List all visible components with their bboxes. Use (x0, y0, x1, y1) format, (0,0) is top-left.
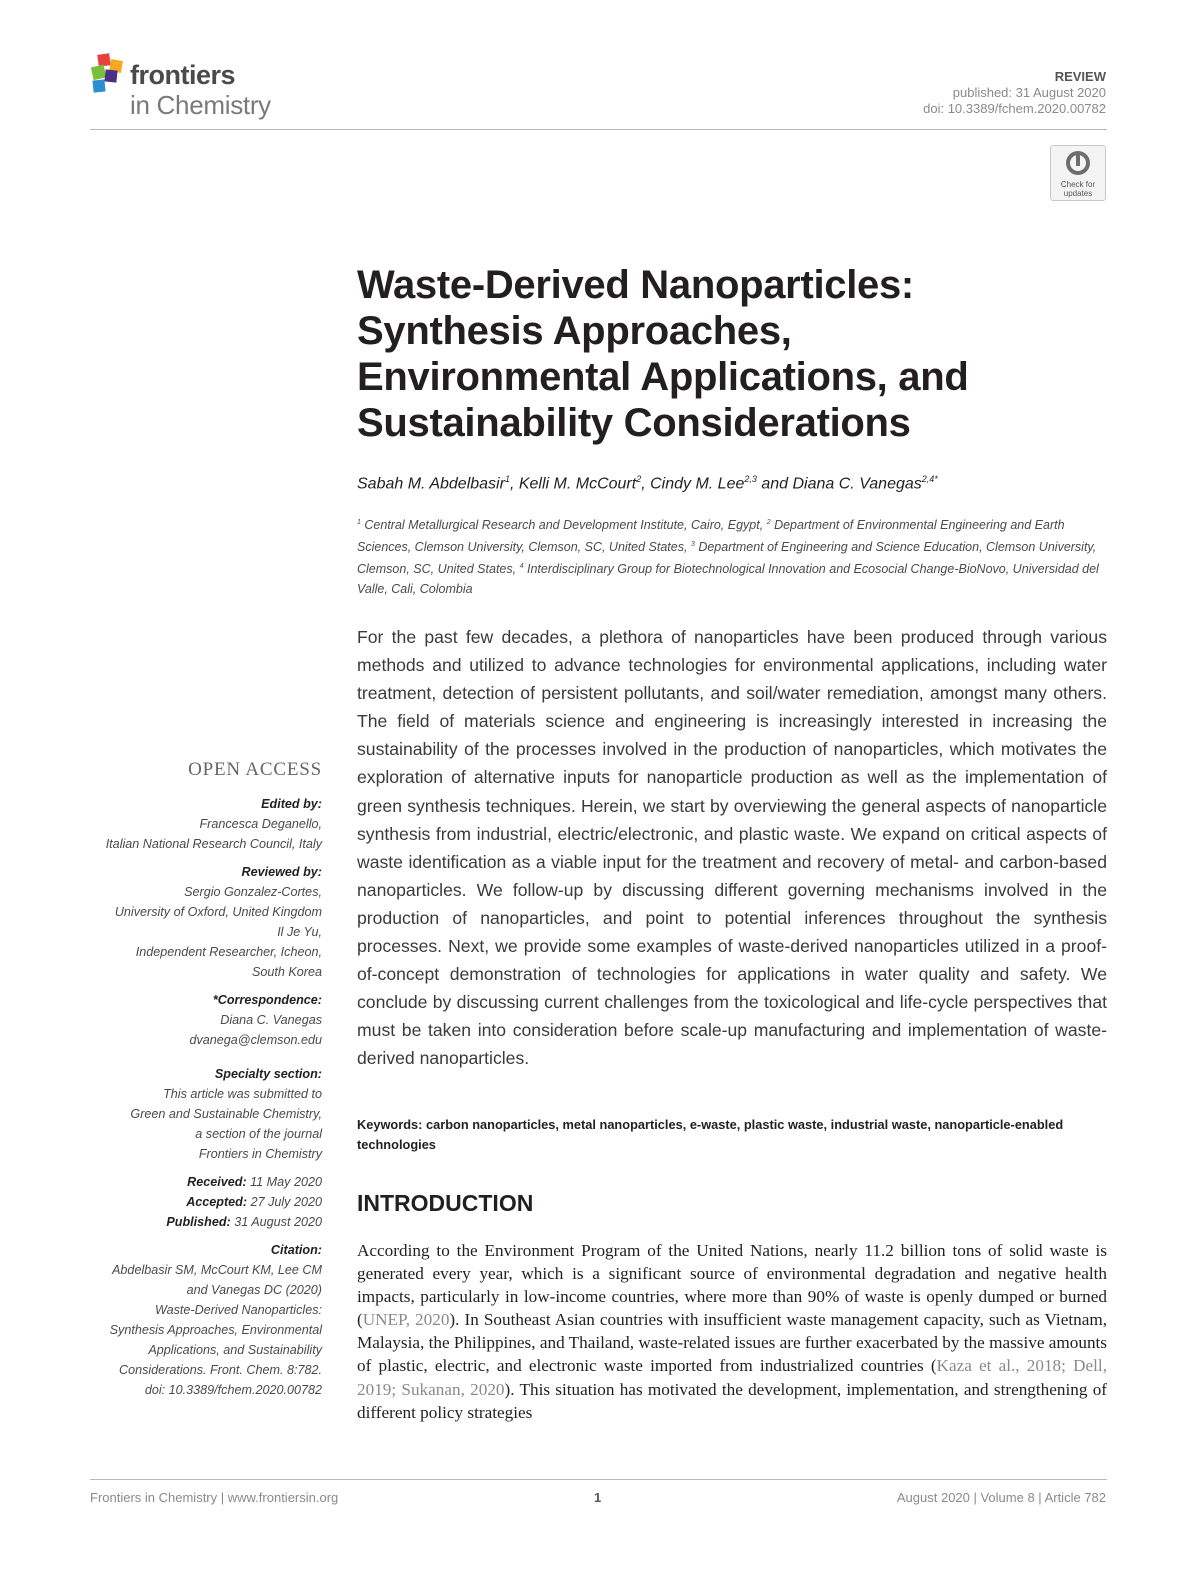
citation-text: Waste-Derived Nanoparticles: (154, 1303, 322, 1317)
reviewer-name: Il Je Yu, (277, 925, 322, 939)
citation-link[interactable]: UNEP, 2020 (362, 1310, 450, 1330)
specialty-text: Green and Sustainable Chemistry, (130, 1107, 322, 1121)
affiliation-number: 4 (519, 563, 524, 571)
footer-divider (90, 1479, 1107, 1480)
affiliation-number: 2 (766, 519, 771, 526)
affiliation-ref: 2 (636, 474, 642, 484)
reviewed-by-label: Reviewed by: (241, 865, 322, 879)
reviewer-affiliation: Independent Researcher, Icheon, (135, 945, 322, 959)
abstract: For the past few decades, a plethora of nanoparticles have been produced through various methods and utilized to advance technologies for environmental applications, including water treatment, detection of persistent pollutants, and soil/water remediation, amongst many others. The field of materials science and engineering is increasingly interested in increasing the sustainability of the processes involved in the production of nanoparticles, which motivates the exploration of alternative inputs for nanoparticle production as well as the implementation of green synthesis techniques. Herein, we start by overviewing the general aspects of nanoparticle synthesis from industrial, electric/electronic, and plastic waste. We expand on critical aspects of waste identification as a viable input for the treatment and recovery of metal- and carbon-based nanoparticles. We follow-up by discussing different governing mechanisms involved in the production of nanoparticles, and point to potential inferences throughout the synthesis processes. Next, we provide some examples of waste-derived nanoparticles utilized in a proof-of-concept demonstration of technologies for applications in water quality and safety. We conclude by discussing current challenges from the toxicological and life-cycle perspectives that must be taken into consideration before scale-up manufacturing and implementation of waste-derived nanoparticles. (357, 627, 1107, 1069)
affiliation-ref: 2,3 (744, 474, 757, 484)
accepted-label: Accepted: (186, 1195, 248, 1209)
body-paragraph (357, 1239, 1107, 1424)
affiliation-ref: 1 (504, 474, 510, 484)
citation-text: and Vanegas DC (2020) (186, 1283, 322, 1297)
citation-label: Citation: (270, 1243, 322, 1257)
reviewer-name: Sergio Gonzalez-Cortes, (184, 885, 322, 899)
article-type: REVIEW (1054, 69, 1106, 84)
citation-text: Synthesis Approaches, Environmental (109, 1323, 322, 1337)
received-date: 11 May 2020 (250, 1175, 322, 1189)
specialty-text: a section of the journal (195, 1127, 322, 1141)
affiliation-text: Interdisciplinary Group for Biotechnological Innovation and Ecosocial Change-BioNovo, Universidad del Valle, Cali, Colombia (357, 562, 1099, 597)
published-date: published: 31 August 2020 (952, 85, 1106, 100)
author-list: Sabah M. Abdelbasir$^1$, Kelli M. McCourt$^2$, Cindy M. Lee$^{2,3}$ and Diana C. Vanegas$^{2,4*}$ (357, 474, 938, 493)
title-line: Waste-Derived Nanoparticles: (357, 263, 914, 307)
reviewer-affiliation: University of Oxford, United Kingdom (114, 905, 322, 919)
footer-journal-link[interactable]: Frontiers in Chemistry | www.frontiersin.org (90, 1490, 339, 1505)
journal-logo[interactable] (90, 52, 300, 122)
keywords: Keywords: carbon nanoparticles, metal nanoparticles, e-waste, plastic waste, industrial waste, nanoparticle-enabled technologies (357, 1117, 1064, 1152)
editor-affiliation: Italian National Research Council, Italy (105, 837, 322, 851)
citation-text: Considerations. Front. Chem. 8:782. (118, 1363, 322, 1377)
body-text: ). This situation has motivated the development, implementation, and strengthening of different policy strategies (357, 1379, 1108, 1422)
editor-name: Francesca Deganello, (199, 817, 322, 831)
citation-link[interactable]: Kaza et al., 2018; Dell, 2019; Sukanan, 2020 (357, 1356, 1107, 1399)
affiliation-ref: 2,4* (921, 474, 938, 484)
crossmark-icon (1065, 150, 1091, 176)
title-line: Sustainability Considerations (357, 401, 911, 445)
title-line: Synthesis Approaches, (357, 309, 792, 353)
citation-doi[interactable]: doi: 10.3389/fchem.2020.00782 (144, 1383, 322, 1397)
specialty-text: Frontiers in Chemistry (198, 1147, 322, 1161)
affiliation-text: Central Metallurgical Research and Development Institute, Cairo, Egypt, (364, 518, 764, 533)
edited-by-label: Edited by: (261, 797, 322, 811)
received-row (80, 1172, 322, 1192)
affiliation-number: 3 (690, 541, 695, 549)
affiliation-text: Department of Environmental Engineering and Earth Sciences, Clemson University, Clemson, SC, United States, (357, 518, 1065, 555)
published-label: Published: (166, 1215, 231, 1229)
author-conjunction: and (761, 475, 789, 493)
title-line: Environmental Applications, and (357, 355, 969, 399)
accepted-date: 27 July 2020 (250, 1195, 322, 1209)
article-meta (923, 69, 1106, 117)
specialty-text: This article was submitted to (163, 1087, 322, 1101)
open-access-label: OPEN ACCESS (188, 759, 322, 780)
footer-issue-info: August 2020 | Volume 8 | Article 782 (896, 1490, 1106, 1505)
author-name[interactable]: Kelli M. McCourt (518, 475, 637, 493)
body-text: ). In Southeast Asian countries with insufficient waste management capacity, such as Vietnam, Malaysia, the Philippines, and Thailand, waste-related issues are further exacerbated by the massive amounts of plastic, electric, and electronic waste imported from industrialized countries ( (357, 1310, 1107, 1376)
accepted-row (80, 1192, 322, 1212)
header-divider (90, 129, 1107, 130)
article-sidebar (80, 760, 322, 1400)
author-name[interactable]: Sabah M. Abdelbasir (357, 475, 505, 493)
brand-name: frontiers (130, 60, 236, 90)
affiliation-number: 1 (357, 519, 361, 526)
journal-name: in Chemistry (130, 90, 271, 120)
received-label: Received: (187, 1175, 247, 1189)
author-name[interactable]: Diana C. Vanegas (792, 475, 922, 493)
specialty-section-label: Specialty section: (214, 1067, 322, 1081)
page-number: 1 (594, 1490, 602, 1505)
frontiers-logo-icon (90, 52, 126, 96)
citation-text: Applications, and Sustainability (148, 1343, 322, 1357)
published-row (80, 1212, 322, 1232)
affiliation-text: Department of Engineering and Science Education, Clemson University, Clemson, SC, United States, (357, 540, 1097, 577)
author-name[interactable]: Cindy M. Lee (650, 475, 745, 493)
published-sidebar-date: 31 August 2020 (234, 1215, 322, 1229)
doi-link[interactable]: doi: 10.3389/fchem.2020.00782 (923, 101, 1106, 116)
section-heading: INTRODUCTION (357, 1190, 534, 1216)
check-for-updates-button[interactable] (1050, 145, 1106, 201)
correspondence-email[interactable]: dvanega@clemson.edu (189, 1033, 322, 1047)
correspondence-label: *Correspondence: (212, 993, 322, 1007)
reviewer-affiliation: South Korea (251, 965, 322, 979)
badge-label: Check for updates (1060, 180, 1096, 198)
affiliations (357, 513, 1107, 599)
citation-text: Abdelbasir SM, McCourt KM, Lee CM (112, 1263, 322, 1277)
correspondence-name: Diana C. Vanegas (220, 1013, 322, 1027)
article-title (357, 262, 1117, 446)
body-text: According to the Environment Program of the United Nations, nearly 11.2 billion tons of solid waste is generated every year, which is a significant source of environmental degradation and negative health impacts, particularly in low-income countries, where more than 90% of waste is openly dumped or burned ( (357, 1241, 1107, 1330)
